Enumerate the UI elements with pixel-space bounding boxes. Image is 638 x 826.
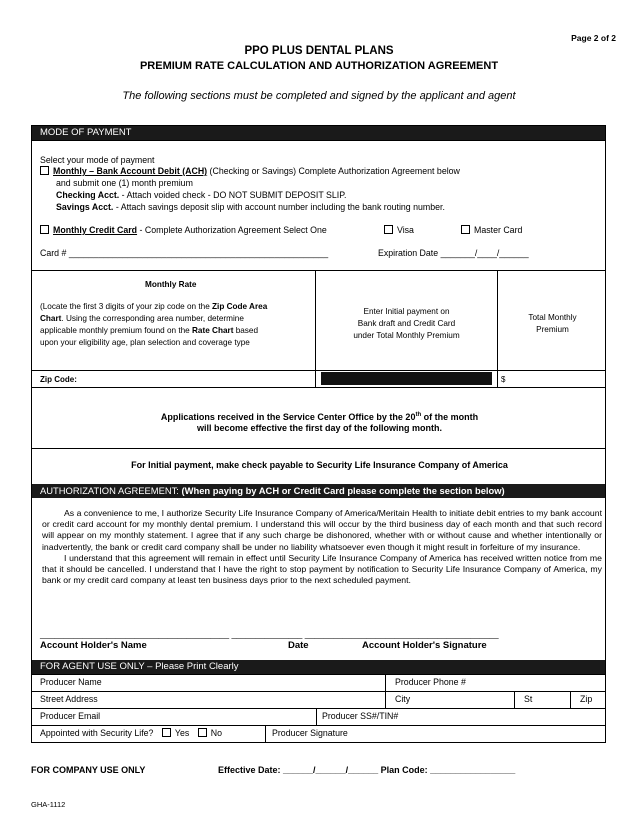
account-holder-signature-label: Account Holder's Signature xyxy=(362,640,487,651)
state-field[interactable]: St xyxy=(524,694,533,704)
checking-label: Checking Acct. xyxy=(56,190,120,200)
mastercard-checkbox[interactable] xyxy=(461,225,470,234)
savings-line xyxy=(56,202,445,213)
shaded-cell xyxy=(321,372,492,385)
divider xyxy=(32,370,605,371)
visa-option[interactable] xyxy=(384,225,414,236)
check-payable-notice: For Initial payment, make check payable to Security Life Insurance Company of America xyxy=(131,460,508,470)
total-monthly-premium-label: Total Monthly Premium xyxy=(528,313,577,334)
form-id: GHA-1112 xyxy=(31,800,66,809)
credit-card-description: - Complete Authorization Agreement Select One xyxy=(137,225,327,235)
ach-description-2: and submit one (1) month premium xyxy=(56,178,193,188)
divider xyxy=(32,387,605,388)
page-number: Page 2 of 2 xyxy=(571,33,616,43)
credit-card-label: Monthly Credit Card xyxy=(53,225,138,235)
divider xyxy=(32,270,605,271)
zip-field[interactable]: Zip xyxy=(580,694,593,704)
checking-description: - Attach voided check - DO NOT SUBMIT DEPOSIT SLIP. xyxy=(119,190,347,200)
divider xyxy=(32,674,605,675)
divider xyxy=(265,725,266,742)
divider xyxy=(32,448,605,449)
monthly-rate-label: Monthly Rate xyxy=(145,280,197,289)
appointed-question: Appointed with Security Life? Yes No xyxy=(40,728,222,738)
agent-use-header: FOR AGENT USE ONLY – Please Print Clearly xyxy=(32,660,605,674)
zip-code-label: Zip Code: xyxy=(40,375,77,384)
savings-label: Savings Acct. xyxy=(56,202,114,212)
producer-phone-field[interactable]: Producer Phone # xyxy=(395,677,466,687)
divider xyxy=(32,708,605,709)
city-field[interactable]: City xyxy=(395,694,411,704)
producer-ssn-field[interactable]: Producer SS#/TIN# xyxy=(322,711,399,721)
rate-instructions: (Locate the first 3 digits of your zip code on the Zip Code Area Chart. Using the corresponding area number, determine applicable monthly premium found on the Rate Chart based upon your eligibility age, plan selection and coverage type xyxy=(40,302,268,347)
dollar-sign: $ xyxy=(501,375,506,384)
form-instruction: The following sections must be completed and signed by the applicant and agent xyxy=(122,90,516,102)
divider xyxy=(32,691,605,692)
company-use-label: FOR COMPANY USE ONLY xyxy=(31,765,146,775)
effective-date-plan-code[interactable]: Effective Date: ______/______/______ Plan Code: _________________ xyxy=(218,765,516,775)
divider xyxy=(316,708,317,725)
ach-description: (Checking or Savings) Complete Authorization Agreement below xyxy=(207,166,460,176)
checking-line xyxy=(56,190,346,201)
authorization-header: AUTHORIZATION AGREEMENT: (When paying by ACH or Credit Card please complete the section below) xyxy=(32,484,605,498)
mode-of-payment-header: MODE OF PAYMENT xyxy=(32,126,605,140)
select-prompt: Select your mode of payment xyxy=(40,155,155,165)
effective-notice-line-1: Applications received in the Service Center Office by the 20th of the month xyxy=(160,412,479,422)
form-title: PPO PLUS DENTAL PLANS xyxy=(244,45,394,57)
ach-checkbox[interactable] xyxy=(40,166,49,175)
divider xyxy=(32,725,605,726)
divider xyxy=(570,691,571,708)
authorization-text xyxy=(42,508,602,586)
date-label: Date xyxy=(288,640,309,651)
divider xyxy=(32,140,605,141)
ach-option[interactable] xyxy=(40,166,460,177)
form-subtitle: PREMIUM RATE CALCULATION AND AUTHORIZATION AGREEMENT xyxy=(139,60,499,72)
appointed-yes-checkbox[interactable] xyxy=(162,728,171,737)
savings-description: - Attach savings deposit slip with account number including the bank routing number. xyxy=(113,202,445,212)
credit-card-checkbox[interactable] xyxy=(40,225,49,234)
divider xyxy=(385,674,386,708)
visa-checkbox[interactable] xyxy=(384,225,393,234)
authorization-paragraph-1: As a convenience to me, I authorize Security Life Insurance Company of America/Meritain Health to initiate debit entries to my bank account or credit card account for my monthly dental premium. I understand this will occur by the third business day of each month and that such record will appear on my monthly statement. I agree that if any such charge be dishonored, whether with or without cause and whether intentionally or inadvertently, the bank or credit card company shall be under no liability whatsoever even though it might result in forfeiture of my insurance. xyxy=(42,508,602,552)
account-holder-name-label: Account Holder's Name xyxy=(40,640,147,651)
producer-name-field[interactable]: Producer Name xyxy=(40,677,102,687)
form-frame xyxy=(31,125,606,743)
ach-label: Monthly – Bank Account Debit (ACH) xyxy=(53,166,208,176)
producer-email-field[interactable]: Producer Email xyxy=(40,711,101,721)
card-number-field[interactable]: Card # _____________________________________________________ xyxy=(40,248,329,258)
expiration-date-field[interactable]: Expiration Date _______/____/______ xyxy=(378,248,529,258)
effective-notice-line-2: will become effective the first day of the following month. xyxy=(196,423,443,433)
divider xyxy=(514,691,515,708)
initial-payment-note: Enter Initial payment on Bank draft and Credit Card under Total Monthly Premium xyxy=(353,307,460,340)
mastercard-option[interactable] xyxy=(461,225,522,236)
authorization-paragraph-2: I understand that this agreement will remain in effect until Security Life Insurance Company of America has received written notice from me that it should be cancelled. I understand that I have the right to stop payment by notification to Security Life Insurance Company of America, my bank or my credit card company at least ten business days prior to the next scheduled payment. xyxy=(42,552,602,586)
credit-card-option[interactable] xyxy=(40,225,327,236)
producer-signature-field[interactable]: Producer Signature xyxy=(272,728,348,738)
signature-lines[interactable]: ________________________________________ _______________ _________________________________________ xyxy=(40,629,499,639)
street-address-field[interactable]: Street Address xyxy=(40,694,98,704)
mastercard-label: Master Card xyxy=(474,225,523,235)
appointed-no-checkbox[interactable] xyxy=(198,728,207,737)
visa-label: Visa xyxy=(397,225,414,235)
